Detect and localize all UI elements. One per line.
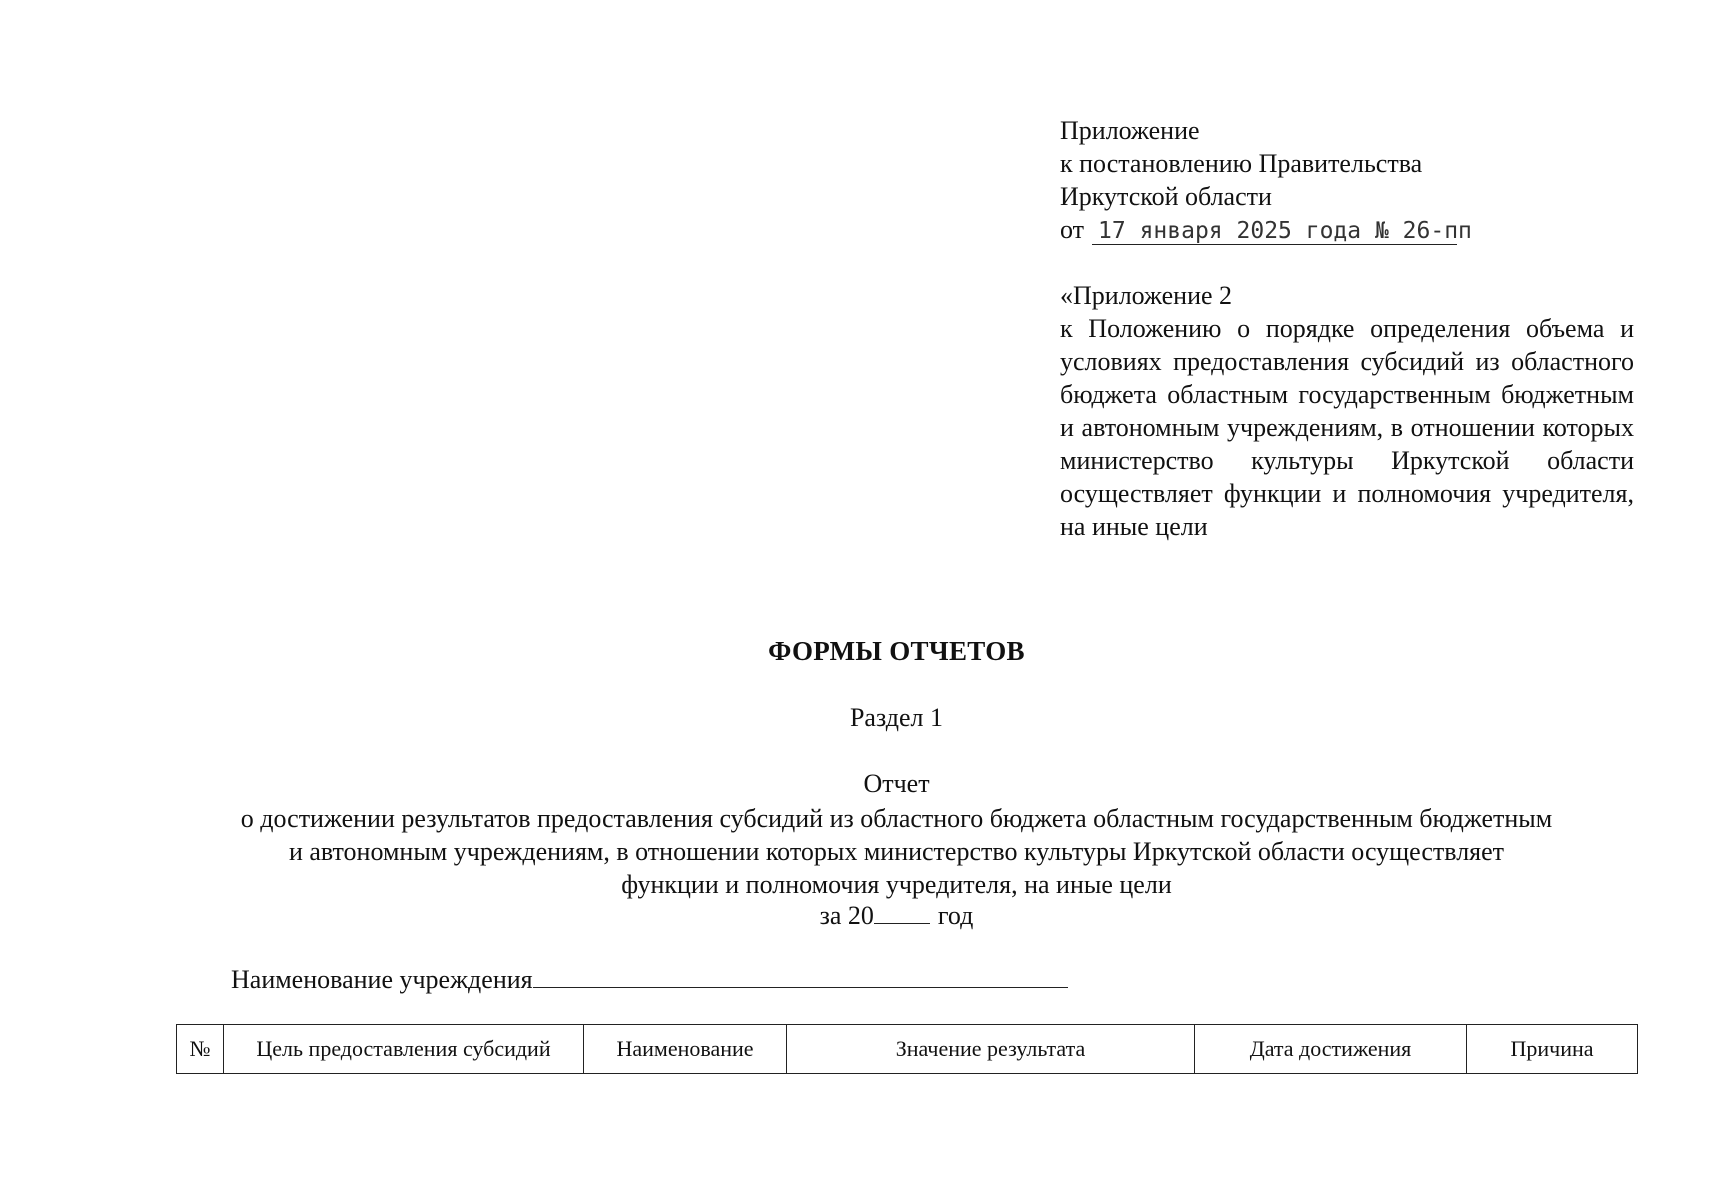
appendix-header bbox=[1060, 114, 1634, 246]
appendix-line-3: Иркутской области bbox=[1060, 182, 1272, 211]
table-header-row bbox=[177, 1025, 1638, 1074]
institution-label: Наименование учреждения bbox=[231, 965, 533, 994]
section-title: Раздел 1 bbox=[849, 703, 944, 732]
sub-appendix-header bbox=[1060, 279, 1634, 543]
report-description-line-3: функции и полномочия учредителя, на иные цели bbox=[621, 870, 1172, 899]
year-prefix: за 20 bbox=[819, 901, 874, 930]
sub-appendix-title: «Приложение 2 bbox=[1060, 281, 1233, 310]
appendix-line-1: Приложение bbox=[1060, 116, 1200, 145]
report-table bbox=[176, 1024, 1638, 1074]
year-suffix: год bbox=[937, 901, 974, 930]
table-header-cell: Причина bbox=[1467, 1025, 1638, 1074]
date-prefix: от bbox=[1060, 215, 1085, 244]
table-header-cell: Цель предоставления субсидий bbox=[224, 1025, 584, 1074]
report-year bbox=[160, 901, 1633, 931]
table-header-cell: № bbox=[177, 1025, 224, 1074]
resolution-date-number: 17 января 2025 года № 26-пп bbox=[1092, 218, 1457, 245]
institution-blank-line bbox=[533, 963, 1068, 988]
appendix-line-2: к постановлению Правительства bbox=[1060, 149, 1423, 178]
report-description-line-2: и автономным учреждениям, в отношении которых министерство культуры Иркутской области осуществляет bbox=[288, 837, 1505, 866]
report-description-line-1: о достижении результатов предоставления субсидий из областного бюджета областным государственным бюджетным bbox=[240, 804, 1553, 833]
table-header-cell: Наименование bbox=[584, 1025, 787, 1074]
year-blank-line bbox=[874, 901, 930, 924]
sub-appendix-body: к Положению о порядке определения объема и условиях предоставления субсидий из областного бюджета областным государственным бюджетным и автономным учреждениям, в отношении которых министерство культуры Иркутской области осуществляет функции и полномочия учредителя, на иные цели bbox=[1060, 314, 1634, 541]
appendix-date-row bbox=[1060, 213, 1634, 246]
forms-title: ФОРМЫ ОТЧЕТОВ bbox=[768, 636, 1025, 666]
report-description bbox=[160, 802, 1633, 901]
table-header-cell: Дата достижения bbox=[1195, 1025, 1467, 1074]
table-header-cell: Значение результата bbox=[787, 1025, 1195, 1074]
report-title: Отчет bbox=[863, 769, 930, 798]
institution-row bbox=[231, 963, 1068, 995]
